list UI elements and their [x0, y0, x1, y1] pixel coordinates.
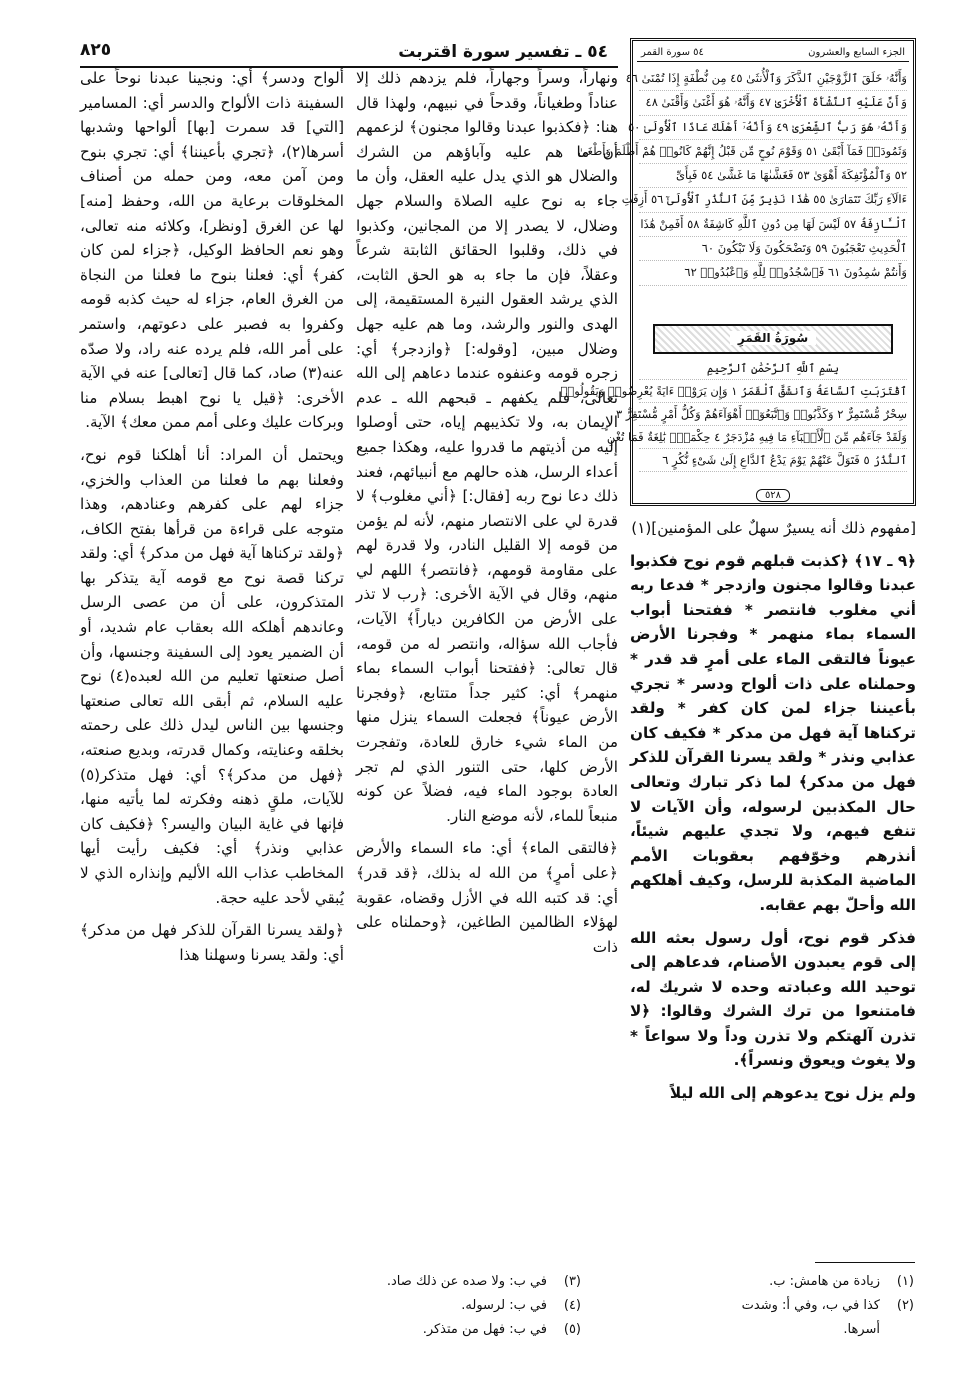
mushaf-line: سِحْرٌ مُّسْتَمِرٌّ ٢ وَكَذَّبُوا۟ وَٱتَّبَعُوٓا۟ أَهْوَآءَهُمْ وَكُلُّ أَمْرٍ مُّسْتَقِرٌّ ٣ — [639, 403, 907, 426]
mushaf-line: وَأَنَّهُۥ هُوَ رَبُّ ٱلشِّعْرَىٰ ٤٩ وَأَنَّهُۥٓ أَهْلَكَ عَادًا ٱلْأُولَىٰ ٥٠ — [639, 116, 907, 140]
mushaf-line: ٥٢ وَٱلْمُؤْتَفِكَةَ أَهْوَىٰ ٥٣ فَغَشَّىٰهَا مَا غَشَّىٰ ٥٤ فَبِأَىِّ — [639, 164, 907, 188]
footnote-number: (٢) — [896, 1298, 914, 1313]
page-number: ٨٢٥ — [80, 40, 112, 60]
surah-name: سُورَةُ القَمَرِ — [730, 331, 816, 345]
footnote-number: (٥) — [563, 1322, 581, 1337]
mushaf-surah-label: ٥٤ سورة القمر — [641, 47, 704, 58]
paragraph: ﴿٩ ـ ١٧﴾ ﴿كذبت قبلهم قوم نوح فكذبوا عبدنا وقالوا مجنون وازدجر * فدعا ربه أني مغلوب فانتصر * ففتحنا أبواب السماء بماء منهمر * وفجرنا الأرض عيوناً فالتقى الماء على أمرٍ قد قدر * وحملناه على ذات ألواح ودسر * تجري بأعيننا جزاء لمن كان كفر * ولقد تركناها آية فهل من مدكر * فكيف كان عذابي ونذر * ولقد يسرنا القرآن للذكر فهل من مدكر﴾ لما ذكر تبارك وتعالى حال المكذبين لرسوله، وأن الآيات لا تنفع فيهم، ولا تجدي عليهم شيئاً، أنذرهم وخوّفهم بعقوبات الأمم الماضية المكذبة للرسل، وكيف أهلكهم الله وأحلّ بهم عقابه. — [630, 551, 916, 914]
quran-page-frame — [560, 38, 916, 506]
paragraph: ﴿فالتقى الماء﴾ أي: ماء السماء والأرض ﴿على أمرٍ﴾ من الله له بذلك، ﴿قد قدر﴾ أي: قد كتبه الله في الأزل وقضاه، عقوبة لهؤلاء الظالمين الطاغين، ﴿وحملناه على ذات — [356, 839, 618, 956]
paragraph: ألواح ودسر﴾ أي: ونجينا عبدنا نوحاً على السفينة ذات الألواح والدسر أي: المسامير [التي] قد سمرت [بها] ألواحها وشدبها أسرها(٢)، ﴿تجري بأعيننا﴾ أي: تجري بنوح ومن آمن معه، ومن حمله من أصناف المخلوقات برعاية من الله، وحفظ [منه] لها عن الغرق [ونظر]، وكلائه منه تعالى، وهو نعم الحافظ الوكيل، ﴿جزاء لمن كان كفر﴾ أي: فعلنا بنوح ما فعلنا من النجاة من الغرق العام، جزاء له حيث كذبه قومه وكفروا به فصبر على دعوتهم، واستمر على أمر الله، فلم يرده عنه راد، ولا صدّه عنه(٣) صاد، كما قال [تعالى] عنه في الآية الأخرى: ﴿قيل يا نوح اهبط بسلام منا وبركات عليك وعلى أمم ممن معك﴾ الآية. — [80, 69, 344, 432]
paragraph: ويحتمل أن المراد: أنا أهلكنا قوم نوح، وفعلنا بهم ما فعلنا من العذاب والخزي، جزاء لهم على كفرهم وعنادهم، وهذا متوجه على قراءة من قرأها بفتح الكاف، ﴿ولقد تركناها آية فهل من مدكر﴾ أي: ولقد تركنا قصة نوح مع قومه آية يتذكر بها المتذكرون، على أن من عصى الرسل وعاندهم أهلكه الله بعقاب عام شديد، أو أن الضمير يعود إلى السفينة وجنسها، وأن أصل صنعتها تعليم من الله لعبده(٤) نوح عليه السلام، ثم أبقى الله تعالى صنعتها وجنسها بين الناس ليدل ذلك على رحمته بخلقه وعنايته، وكمال قدرته، وبديع صنعته، ﴿فهل من مدكر﴾؟ أي: فهل متذكر(٥) للآيات، ملقٍ ذهنه وفكرته لما يأتيه منها، فإنها في غاية البيان واليسر؟ ﴿فكيف كان عذابي ونذر﴾ أي: فكيف رأيت أيها المخاطب عذاب الله الأليم وإنذاره الذي لا يُبقي لأحد عليه حجة. — [80, 445, 344, 907]
mushaf-line: وَلَقَدْ جَآءَهُم مِّنَ ٱلْأَنۢبَآءِ مَا فِيهِ مُزْدَجَرٌ ٤ حِكْمَةٌۢ بَٰلِغَةٌ فَمَا تُغْنِ — [639, 426, 907, 449]
footnotes-right — [624, 1270, 914, 1342]
paragraph: فذكر قوم نوح، أول رسول بعثه الله إلى قوم يعبدون الأصنام، فدعاهم إلى توحيد الله وعبادته وحده لا شريك له، فامتنعوا من ترك الشرك وقالوا: ﴿لا تذرن آلهتكم ولا تذرن وداً ولا سواعاً * ولا يغوث ويعوق ونسراً﴾. — [630, 928, 916, 1070]
footnote — [624, 1270, 914, 1294]
footnote-text: أسرها. — [843, 1322, 880, 1337]
footnote-number: (١) — [896, 1274, 914, 1289]
mushaf-footer — [633, 490, 913, 501]
footnote-number: (٣) — [563, 1274, 581, 1289]
footnote — [624, 1318, 914, 1342]
footnote-number: (٤) — [563, 1298, 581, 1313]
page-header — [80, 40, 618, 68]
text-column-middle — [356, 66, 618, 967]
footnote-separator — [815, 1262, 915, 1263]
paragraph: [مفهوم ذلك أنه يسيرٌ سهلٌ على المؤمنين](١) — [631, 519, 916, 537]
mushaf-line: وَأَنَّ عَلَيْهِ ٱلنَّشْأَةَ ٱلْأُخْرَىٰ ٤٧ وَأَنَّهُۥ هُوَ أَغْنَىٰ وَأَقْنَىٰ ٤٨ — [639, 91, 907, 115]
mushaf-line: ٱلْـَٔازِفَةُ ٥٧ لَيْسَ لَهَا مِن دُونِ ٱللَّهِ كَاشِفَةٌ ٥٨ أَفَمِنْ هَٰذَا — [639, 213, 907, 237]
footnote-text: زيادة من هامش: ب. — [769, 1274, 880, 1289]
mushaf-line: وَأَنتُمْ سَٰمِدُونَ ٦١ فَٱسْجُدُوا۟ لِلَّهِ وَٱعْبُدُوا۟ ٦٢ — [639, 261, 907, 285]
footnotes-left — [311, 1270, 581, 1342]
paragraph: ونهاراً، وسراً وجهاراً، فلم يزدهم ذلك إلا عناداً وطغياناً، وقدحاً في نبيهم، ولهذا قال هنا: ﴿فكذبوا عبدنا وقالوا مجنون﴾ لزعمهم أن ما هم عليه وآباؤهم من الشرك والضلال هو الذي يدل عليه العقل، وأن ما جاء به نوح عليه الصلاة والسلام جهل وضلال، لا يصدر إلا من المجانين، وكذبوا في ذلك، وقلبوا الحقائق الثابتة شرعاً وعقلاً، فإن ما جاء به هو الحق الثابت، الذي يرشد العقول النيرة المستقيمة، إلى الهدى والنور والرشد، وما هم عليه جهل وضلال مبين، [وقوله:] ﴿وازدجر﴾ أي: زجره قومه وعنفوه عندما دعاهم إلى الله تعالى، فلم يكفهم ـ قبحهم الله ـ عدم الإيمان به، ولا تكذيبهم إياه، حتى أوصلوا إليه من أذيتهم ما قدروا عليه، وهكذا جميع أعداء الرسل، هذه حالهم مع أنبيائهم، فعند ذلك دعا نوح ربه [فقال:] ﴿أني مغلوب﴾ لا قدرة لي على الانتصار منهم، لأنه لم يؤمن من قومه إلا القليل النادر، ولا قدرة لهم على مقاومة قومهم، ﴿فانتصر﴾ اللهم لي منهم، وقال في الآية الأخرى: ﴿رب لا تذر على الأرض من الكافرين دياراً﴾ الآيات، فأجاب الله سؤاله، وانتصر له من قومه، قال تعالى: ﴿ففتحنا أبواب السماء بماء منهمر﴾ أي: كثير جداً متتابع، ﴿وفجرنا الأرض عيوناً﴾ فجعلت السماء ينزل منها من الماء شيء خارق للعادة، وتفجرت الأرض كلها، حتى التنور الذي لم تجر العادة بوجود الماء فيه، فضلاً عن كونه منبعاً للماء، لأنه موضع النار. — [356, 69, 618, 825]
text-column-left — [80, 66, 344, 975]
running-title: ٥٤ ـ تفسير سورة اقتربت — [398, 42, 608, 62]
footnote-text: في ب: فهل من متذكر. — [422, 1322, 547, 1337]
footnote — [311, 1294, 581, 1318]
footnote — [311, 1270, 581, 1294]
mushaf-page-number: ٥٢٨ — [756, 489, 790, 502]
mushaf-verses-top — [577, 67, 907, 286]
mushaf-header — [637, 44, 909, 62]
footnote-text: كذا في ب، وفي أ: وشدت — [741, 1298, 880, 1313]
footnote — [624, 1294, 914, 1318]
mushaf-line: وَثَمُودَا۟ فَمَآ أَبْقَىٰ ٥١ وَقَوْمَ نُوحٍ مِّن قَبْلُ إِنَّهُمْ كَانُوا۟ هُمْ أَظْلَمَ وَأَطْغَىٰ — [639, 140, 907, 164]
mushaf-juz-label: الجزء السابع والعشرون — [808, 47, 905, 58]
mushaf-line: ءَالَآءِ رَبِّكَ تَتَمَارَىٰ ٥٥ هَٰذَا نَذِيرٌ مِّنَ ٱلنُّذُرِ ٱلْأُولَىٰٓ ٥٦ أَزِفَتِ — [639, 188, 907, 212]
footnote-text: في ب: ولا صده عن ذلك صاد. — [386, 1274, 547, 1289]
mushaf-line: ٱلْحَدِيثِ تَعْجَبُونَ ٥٩ وَتَضْحَكُونَ وَلَا تَبْكُونَ ٦٠ — [639, 237, 907, 261]
mushaf-line: ٱقْتَرَبَتِ ٱلسَّاعَةُ وَٱنشَقَّ ٱلْقَمَرُ ١ وَإِن يَرَوْا۟ ءَايَةً يُعْرِضُوا۟ وَيَقُولُوا۟ — [639, 380, 907, 403]
paragraph: ولم يزل نوح يدعوهم إلى الله ليلاً — [669, 1084, 916, 1103]
text-column-right — [630, 516, 916, 1114]
footnote — [311, 1318, 581, 1342]
mushaf-line: وَأَنَّهُۥ خَلَقَ ٱلزَّوْجَيْنِ ٱلذَّكَرَ وَٱلْأُنثَىٰ ٤٥ مِن نُّطْفَةٍ إِذَا تُمْنَىٰ ٤٦ — [639, 67, 907, 91]
mushaf-line: ٱلنُّذُرُ ٥ فَتَوَلَّ عَنْهُمْ يَوْمَ يَدْعُ ٱلدَّاعِ إِلَىٰ شَىْءٍ نُّكُرٍ ٦ — [639, 449, 907, 472]
basmala: بِسْمِ ٱللَّهِ ٱلرَّحْمَٰنِ ٱلرَّحِيمِ — [639, 357, 907, 380]
surah-banner — [653, 324, 893, 354]
footnote-text: في ب: لرسوله. — [461, 1298, 547, 1313]
paragraph: ﴿ولقد يسرنا القرآن للذكر فهل من مدكر﴾ أي: ولقد يسرنا وسهلنا هذا — [80, 921, 344, 964]
mushaf-verses-bottom — [560, 357, 907, 472]
